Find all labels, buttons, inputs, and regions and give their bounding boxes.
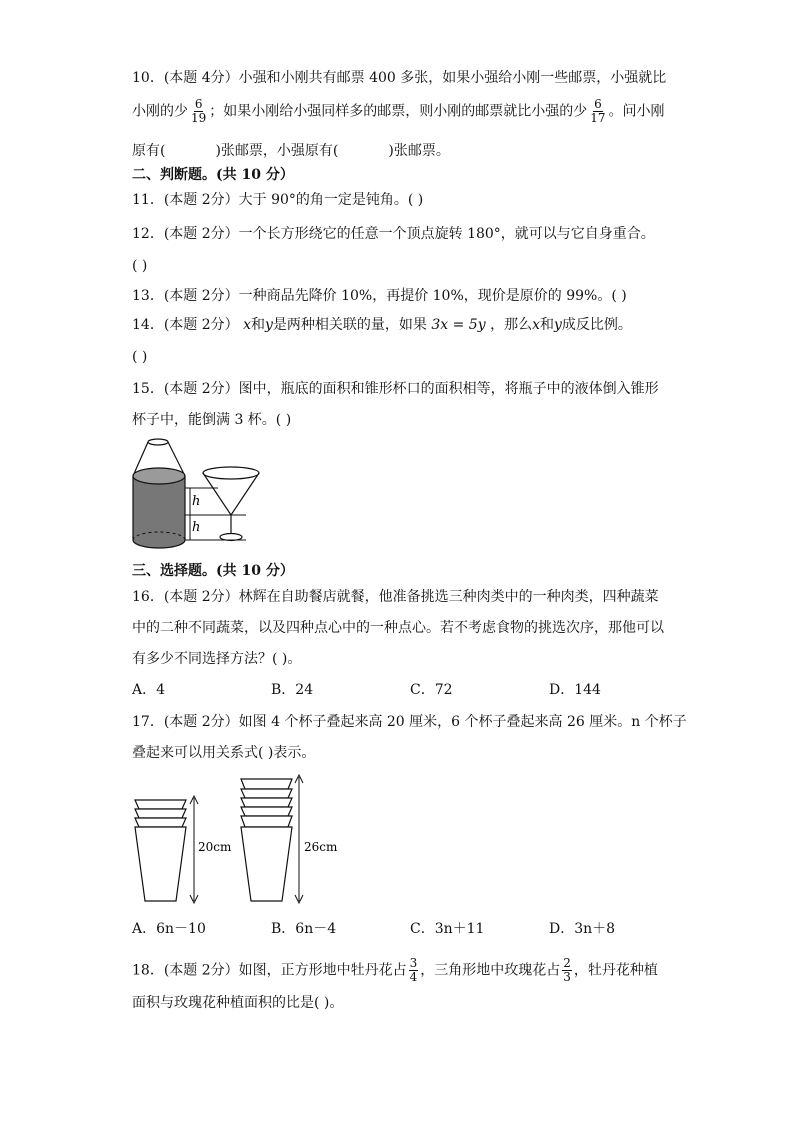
q11: 11．(本题 2分）大于 90°的角一定是钝角。( ): [132, 192, 424, 208]
q14: 14．(本题 2分） x和y是两种相关联的量，如果 3x = 5y ，那么x和y成反比例。: [132, 317, 632, 333]
q17-option-d[interactable]: D．3n＋8: [549, 921, 616, 937]
q17-line1: 17．(本题 2分）如图 4 个杯子叠起来高 20 厘米，6 个杯子叠起来高 26 厘米。n 个杯子: [132, 714, 687, 730]
q10-line1: 10．(本题 4分）小强和小刚共有邮票 400 多张，如果小强给小刚一些邮票，小强就比: [132, 70, 667, 86]
height-label-h-top: h: [192, 494, 201, 509]
q10-line3: 原有( )张邮票，小强原有( )张邮票。: [132, 143, 450, 159]
q15-line2: 杯子中，能倒满 3 杯。( ): [132, 412, 292, 428]
q15-line1: 15．(本题 2分）图中，瓶底的面积和锥形杯口的面积相等，将瓶子中的液体倒入锥形: [132, 381, 659, 397]
q16-option-a[interactable]: A．4: [132, 682, 166, 698]
fraction-2-3: $\frac{2}{3}$: [563, 956, 571, 984]
q16-line2: 中的二种不同蔬菜，以及四种点心中的一种点心。若不考虑食物的挑选次序，那他可以: [132, 620, 664, 636]
section-heading-choice: 三、选择题。(共 10 分）: [132, 563, 294, 579]
q17-option-a[interactable]: A．6n－10: [132, 921, 206, 937]
q16-line3: 有多少不同选择方法？( )。: [132, 651, 302, 667]
fraction-6-17: $\frac{6}{17}$: [590, 97, 606, 125]
q16-line1: 16．(本题 2分）林辉在自助餐店就餐，他准备挑选三种肉类中的一种肉类，四种蔬菜: [132, 589, 659, 605]
q13: 13．(本题 2分）一种商品先降价 10%，再提价 10%，现价是原价的 99%。( ): [132, 288, 627, 304]
stacked-cups-figure: [130, 772, 360, 907]
section-heading-judgement: 二、判断题。(共 10 分）: [132, 167, 294, 183]
bottle-cone-figure: [128, 436, 268, 556]
q12: 12．(本题 2分）一个长方形绕它的任意一个顶点旋转 180°，就可以与它自身重合。: [132, 226, 655, 242]
right-stack-height-label: 26cm: [304, 840, 338, 854]
q16-option-c[interactable]: C．72: [410, 682, 453, 698]
q16-option-d[interactable]: D．144: [549, 682, 601, 698]
left-stack-height-label: 20cm: [198, 840, 232, 854]
q17-option-b[interactable]: B．6n－4: [271, 921, 337, 937]
q17-option-c[interactable]: C．3n＋11: [410, 921, 485, 937]
height-label-h-bottom: h: [192, 520, 201, 535]
q16-option-b[interactable]: B．24: [271, 682, 314, 698]
q17-line2: 叠起来可以用关系式( )表示。: [132, 745, 316, 761]
q12-answer[interactable]: ( ): [132, 258, 148, 274]
q18-line1: 18．(本题 2分）如图，正方形地中牡丹花占 $\frac{3}{4}$ ，三角形地中玫瑰花占 $\frac{2}{3}$ ，牡丹花种植: [132, 956, 658, 984]
q14-answer[interactable]: ( ): [132, 349, 148, 365]
q18-line2: 面积与玫瑰花种植面积的比是( )。: [132, 995, 344, 1011]
fraction-3-4: $\frac{3}{4}$: [409, 956, 418, 984]
fraction-6-19: $\frac{6}{19}$: [191, 97, 207, 125]
q10-line2: 小刚的少 $\frac{6}{19}$ ；如果小刚给小强同样多的邮票，则小刚的邮票就比小强的少 $\frac{6}{17}$ 。问小刚: [132, 97, 665, 125]
